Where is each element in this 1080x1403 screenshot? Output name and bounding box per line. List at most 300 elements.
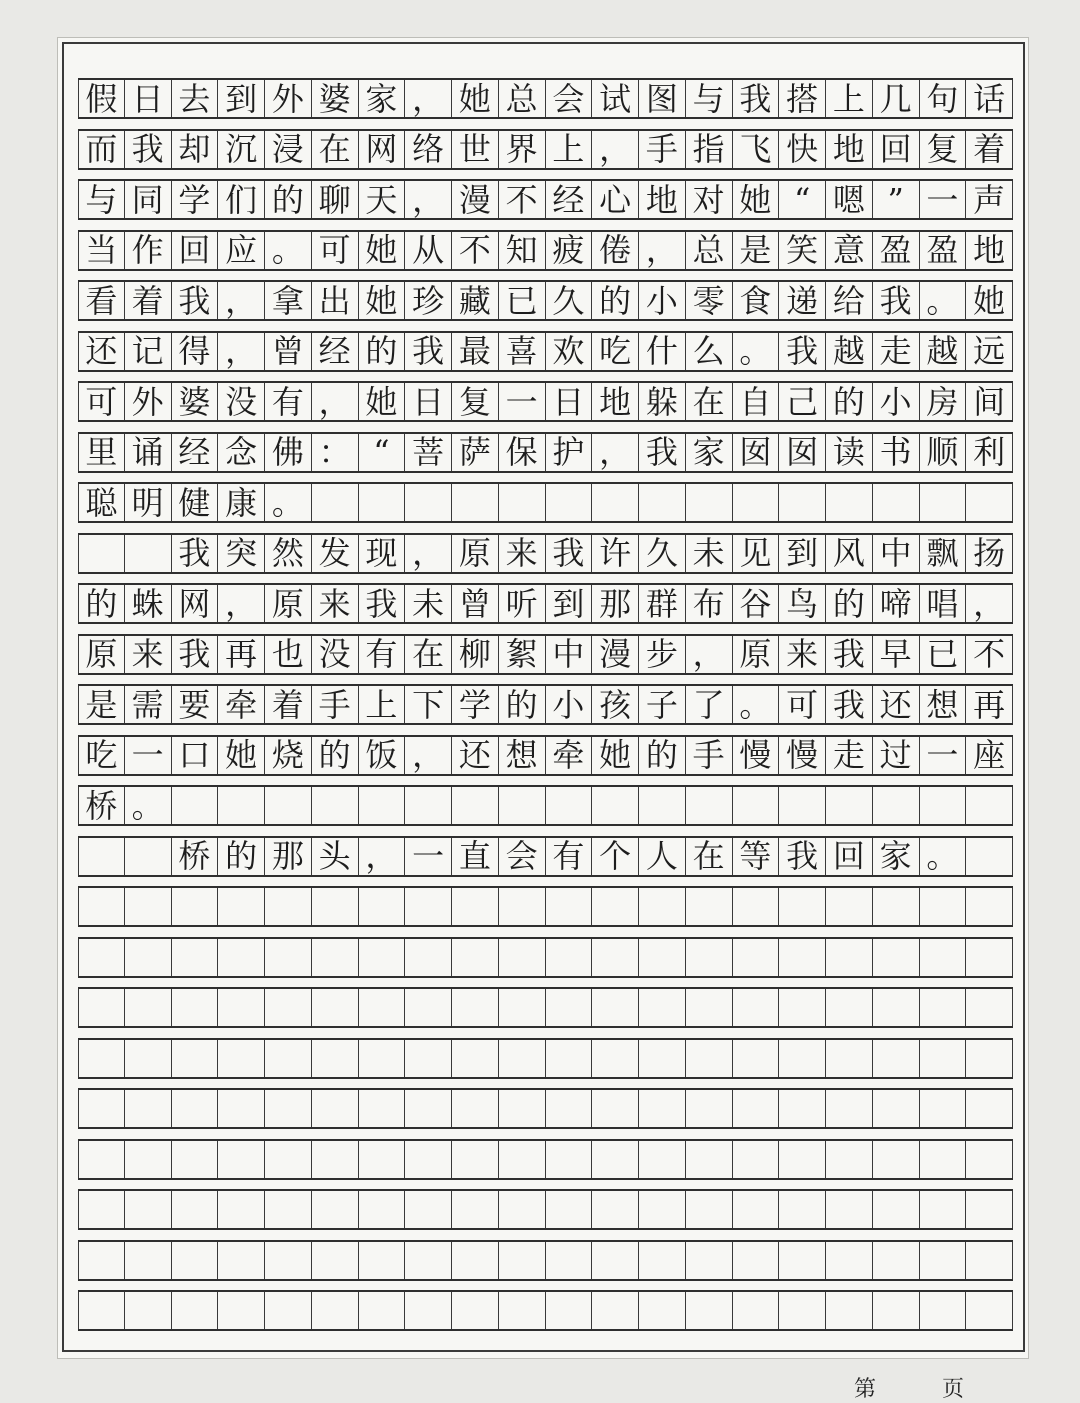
grid-cell (873, 1191, 920, 1228)
grid-cell: 现 (359, 535, 406, 572)
grid-cell (265, 888, 312, 925)
grid-cell: 顺 (920, 434, 967, 471)
grid-cell: 的 (499, 686, 546, 723)
grid-cell: ， (639, 232, 686, 269)
grid-cell (592, 1242, 639, 1279)
grid-cell: 走 (873, 333, 920, 370)
grid-cell: 柳 (452, 636, 499, 673)
grid-cell: 在 (686, 838, 733, 875)
grid-cell: 我 (779, 838, 826, 875)
grid-cell (125, 939, 172, 976)
grid-cell: 那 (265, 838, 312, 875)
grid-cell: 聊 (312, 181, 359, 218)
grid-cell (733, 484, 780, 521)
grid-cell: 可 (779, 686, 826, 723)
grid-cell (733, 1191, 780, 1228)
grid-cell: 等 (733, 838, 780, 875)
grid-cell (920, 1292, 967, 1329)
grid-cell: 还 (873, 686, 920, 723)
grid-cell: ， (405, 181, 452, 218)
grid-cell: 到 (779, 535, 826, 572)
grid-cell (966, 1090, 1013, 1127)
grid-cell: 饭 (359, 737, 406, 774)
grid-cell: 想 (499, 737, 546, 774)
grid-cell: 去 (172, 80, 219, 117)
grid-cell (499, 484, 546, 521)
grid-cell (826, 989, 873, 1026)
grid-row (78, 129, 1013, 170)
grid-cell (779, 989, 826, 1026)
grid-cell: ， (218, 282, 265, 319)
grid-cell (779, 1242, 826, 1279)
grid-cell (639, 1090, 686, 1127)
grid-cell: 头 (312, 838, 359, 875)
grid-cell: 上 (826, 80, 873, 117)
grid-cell: 应 (218, 232, 265, 269)
grid-cell (499, 989, 546, 1026)
grid-cell: 己 (779, 383, 826, 420)
grid-cell (452, 1040, 499, 1077)
grid-cell: 漫 (592, 636, 639, 673)
grid-cell (546, 1292, 593, 1329)
grid-cell: 久 (546, 282, 593, 319)
grid-cell: 盈 (920, 232, 967, 269)
grid-cell: 念 (218, 434, 265, 471)
grid-cell: 嗯 (826, 181, 873, 218)
grid-cell: 天 (359, 181, 406, 218)
grid-cell (779, 484, 826, 521)
grid-cell (359, 787, 406, 824)
grid-cell (265, 1141, 312, 1178)
grid-cell (873, 989, 920, 1026)
grid-cell: 是 (733, 232, 780, 269)
grid-cell: 步 (639, 636, 686, 673)
grid-cell (733, 1141, 780, 1178)
grid-cell: 我 (546, 535, 593, 572)
grid-cell (312, 484, 359, 521)
grid-cell: 菩 (405, 434, 452, 471)
grid-cell: 有 (546, 838, 593, 875)
grid-cell: 经 (312, 333, 359, 370)
grid-cell (78, 1141, 125, 1178)
grid-cell: 地 (639, 181, 686, 218)
grid-cell (592, 939, 639, 976)
grid-cell: 原 (265, 585, 312, 622)
grid-cell: 我 (639, 434, 686, 471)
grid-cell: 飞 (733, 131, 780, 168)
grid-cell: 走 (826, 737, 873, 774)
grid-cell (592, 989, 639, 1026)
grid-cell: ， (312, 383, 359, 420)
grid-cell (172, 1191, 219, 1228)
grid-cell (218, 939, 265, 976)
grid-cell: 书 (873, 434, 920, 471)
grid-cell: 复 (920, 131, 967, 168)
grid-cell: 她 (966, 282, 1013, 319)
grid-cell: 桥 (78, 787, 125, 824)
grid-cell (452, 1191, 499, 1228)
grid-cell: 珍 (405, 282, 452, 319)
grid-cell: ， (405, 737, 452, 774)
grid-cell: ， (686, 636, 733, 673)
grid-cell: 地 (966, 232, 1013, 269)
writing-grid (78, 78, 1013, 1338)
grid-cell (686, 1292, 733, 1329)
grid-cell (452, 1141, 499, 1178)
grid-cell (966, 989, 1013, 1026)
grid-cell (592, 1141, 639, 1178)
grid-cell: 手 (639, 131, 686, 168)
grid-cell: 漫 (452, 181, 499, 218)
grid-cell: 。 (733, 686, 780, 723)
grid-cell (218, 1191, 265, 1228)
grid-cell: 聪 (78, 484, 125, 521)
grid-cell: 她 (592, 737, 639, 774)
grid-cell (172, 939, 219, 976)
grid-cell: 络 (405, 131, 452, 168)
grid-cell: 着 (125, 282, 172, 319)
grid-cell (172, 1040, 219, 1077)
grid-cell (733, 1242, 780, 1279)
grid-cell (359, 1242, 406, 1279)
grid-cell (966, 1242, 1013, 1279)
grid-cell: 食 (733, 282, 780, 319)
grid-cell: 我 (172, 636, 219, 673)
grid-cell (966, 888, 1013, 925)
grid-cell (639, 989, 686, 1026)
grid-cell (78, 888, 125, 925)
grid-cell: 试 (592, 80, 639, 117)
grid-cell (405, 787, 452, 824)
grid-row (78, 432, 1013, 473)
grid-cell: 经 (546, 181, 593, 218)
grid-cell (920, 939, 967, 976)
grid-cell: 与 (686, 80, 733, 117)
grid-cell: 的 (359, 333, 406, 370)
grid-cell (592, 1191, 639, 1228)
grid-cell (873, 484, 920, 521)
grid-cell: 我 (873, 282, 920, 319)
grid-cell (686, 787, 733, 824)
grid-cell: 的 (826, 585, 873, 622)
grid-cell (966, 838, 1013, 875)
grid-row (78, 179, 1013, 220)
grid-cell: “ (779, 181, 826, 218)
grid-cell (779, 939, 826, 976)
grid-cell (405, 989, 452, 1026)
grid-cell (312, 787, 359, 824)
grid-cell: 。 (125, 787, 172, 824)
grid-cell (452, 1090, 499, 1127)
grid-cell (686, 1242, 733, 1279)
grid-cell: 那 (592, 585, 639, 622)
grid-cell (546, 1141, 593, 1178)
grid-cell: 读 (826, 434, 873, 471)
grid-cell: 到 (218, 80, 265, 117)
grid-cell: 网 (359, 131, 406, 168)
grid-cell: 看 (78, 282, 125, 319)
grid-cell (966, 484, 1013, 521)
grid-cell (312, 1090, 359, 1127)
grid-cell: 保 (499, 434, 546, 471)
grid-cell: 听 (499, 585, 546, 622)
grid-cell: 话 (966, 80, 1013, 117)
grid-cell (405, 1090, 452, 1127)
grid-cell (125, 989, 172, 1026)
grid-cell (265, 989, 312, 1026)
grid-cell (546, 1090, 593, 1127)
grid-row (78, 987, 1013, 1028)
grid-cell: ， (218, 585, 265, 622)
grid-cell (452, 888, 499, 925)
grid-cell: 声 (966, 181, 1013, 218)
grid-cell: 她 (359, 232, 406, 269)
grid-cell: 诵 (125, 434, 172, 471)
grid-cell: 康 (218, 484, 265, 521)
grid-cell: ， (966, 585, 1013, 622)
grid-cell (125, 1141, 172, 1178)
grid-cell (499, 939, 546, 976)
grid-cell (265, 1292, 312, 1329)
grid-cell (920, 1040, 967, 1077)
grid-cell: 越 (920, 333, 967, 370)
grid-cell (920, 1242, 967, 1279)
grid-cell: 么 (686, 333, 733, 370)
grid-cell: 着 (265, 686, 312, 723)
grid-cell (499, 1040, 546, 1077)
grid-cell: 搭 (779, 80, 826, 117)
grid-cell (452, 939, 499, 976)
grid-cell (499, 1292, 546, 1329)
grid-cell: 日 (125, 80, 172, 117)
grid-cell (873, 1292, 920, 1329)
grid-cell (826, 1090, 873, 1127)
grid-cell (359, 989, 406, 1026)
grid-cell: ， (359, 838, 406, 875)
grid-cell: 佛 (265, 434, 312, 471)
grid-cell: 疲 (546, 232, 593, 269)
grid-cell (78, 989, 125, 1026)
grid-cell: 一 (125, 737, 172, 774)
grid-cell (218, 1040, 265, 1077)
grid-cell (405, 939, 452, 976)
grid-cell (78, 1040, 125, 1077)
grid-cell: ， (405, 535, 452, 572)
grid-cell (78, 1090, 125, 1127)
grid-row (78, 785, 1013, 826)
grid-cell: 曾 (265, 333, 312, 370)
grid-cell: 需 (125, 686, 172, 723)
grid-cell: 婆 (312, 80, 359, 117)
grid-cell (125, 1090, 172, 1127)
grid-cell (592, 1040, 639, 1077)
grid-cell: 零 (686, 282, 733, 319)
grid-cell (359, 1090, 406, 1127)
grid-cell: 学 (452, 686, 499, 723)
grid-cell: 的 (218, 838, 265, 875)
grid-cell: 发 (312, 535, 359, 572)
grid-cell: 知 (499, 232, 546, 269)
grid-cell: 指 (686, 131, 733, 168)
grid-cell (452, 1242, 499, 1279)
grid-cell (686, 888, 733, 925)
grid-cell (312, 989, 359, 1026)
grid-cell: 小 (639, 282, 686, 319)
grid-cell (405, 1040, 452, 1077)
grid-cell (312, 1191, 359, 1228)
grid-cell: 记 (125, 333, 172, 370)
grid-cell: 她 (218, 737, 265, 774)
grid-cell: 中 (873, 535, 920, 572)
grid-cell: 我 (172, 282, 219, 319)
grid-cell (359, 1191, 406, 1228)
grid-cell: 我 (826, 686, 873, 723)
grid-cell: 假 (78, 80, 125, 117)
grid-cell: ， (592, 131, 639, 168)
grid-cell: 会 (499, 838, 546, 875)
grid-cell: 来 (125, 636, 172, 673)
grid-cell: 几 (873, 80, 920, 117)
grid-row (78, 1038, 1013, 1079)
grid-cell (873, 939, 920, 976)
grid-cell: 的 (312, 737, 359, 774)
grid-cell (359, 1040, 406, 1077)
grid-cell: 房 (920, 383, 967, 420)
grid-cell (499, 787, 546, 824)
grid-cell: 。 (920, 282, 967, 319)
grid-cell (639, 1242, 686, 1279)
grid-cell (873, 1090, 920, 1127)
grid-cell: 鸟 (779, 585, 826, 622)
grid-cell: 许 (592, 535, 639, 572)
grid-cell: 我 (172, 535, 219, 572)
grid-cell: 啼 (873, 585, 920, 622)
grid-cell (639, 787, 686, 824)
grid-cell: 。 (733, 333, 780, 370)
grid-cell: 个 (592, 838, 639, 875)
grid-row (78, 78, 1013, 119)
grid-cell: 慢 (779, 737, 826, 774)
grid-cell (78, 939, 125, 976)
grid-cell: 健 (172, 484, 219, 521)
grid-cell (125, 888, 172, 925)
grid-cell: “ (359, 434, 406, 471)
grid-cell (218, 1141, 265, 1178)
grid-cell: 们 (218, 181, 265, 218)
grid-cell: 界 (499, 131, 546, 168)
grid-cell: 人 (639, 838, 686, 875)
grid-cell: 。 (265, 484, 312, 521)
grid-cell: 没 (218, 383, 265, 420)
grid-cell: 飘 (920, 535, 967, 572)
grid-cell: 有 (359, 636, 406, 673)
grid-cell: 学 (172, 181, 219, 218)
grid-cell: 在 (686, 383, 733, 420)
grid-cell (452, 1292, 499, 1329)
grid-cell (826, 1040, 873, 1077)
grid-cell (920, 1191, 967, 1228)
grid-cell: ， (405, 80, 452, 117)
grid-cell: 我 (359, 585, 406, 622)
grid-cell (779, 888, 826, 925)
grid-cell: ： (312, 434, 359, 471)
grid-cell: 外 (265, 80, 312, 117)
grid-cell (546, 787, 593, 824)
grid-row (78, 634, 1013, 675)
grid-cell: 也 (265, 636, 312, 673)
grid-cell (312, 1040, 359, 1077)
grid-cell: 藏 (452, 282, 499, 319)
grid-cell (546, 1040, 593, 1077)
grid-cell (172, 888, 219, 925)
grid-cell (265, 1040, 312, 1077)
grid-cell (826, 1242, 873, 1279)
grid-cell: 萨 (452, 434, 499, 471)
grid-cell: 总 (499, 80, 546, 117)
grid-cell: 要 (172, 686, 219, 723)
grid-cell (405, 1141, 452, 1178)
grid-cell: 回 (826, 838, 873, 875)
grid-cell (125, 1040, 172, 1077)
grid-row (78, 533, 1013, 574)
grid-cell (78, 838, 125, 875)
grid-cell (359, 1292, 406, 1329)
grid-cell (218, 1242, 265, 1279)
grid-cell: 明 (125, 484, 172, 521)
grid-cell (966, 1191, 1013, 1228)
grid-row (78, 1290, 1013, 1331)
grid-cell: 拿 (265, 282, 312, 319)
grid-cell (359, 1141, 406, 1178)
grid-cell: 得 (172, 333, 219, 370)
grid-cell: 不 (499, 181, 546, 218)
grid-cell: 欢 (546, 333, 593, 370)
grid-cell: 的 (78, 585, 125, 622)
grid-cell: 牵 (218, 686, 265, 723)
grid-cell: 扬 (966, 535, 1013, 572)
grid-cell (452, 989, 499, 1026)
grid-cell: 作 (125, 232, 172, 269)
grid-cell: 群 (639, 585, 686, 622)
grid-cell: 着 (966, 131, 1013, 168)
grid-cell (826, 1141, 873, 1178)
grid-cell: 小 (546, 686, 593, 723)
grid-cell: 是 (78, 686, 125, 723)
grid-cell: 见 (733, 535, 780, 572)
grid-cell (639, 1292, 686, 1329)
grid-cell: 原 (733, 636, 780, 673)
grid-cell: 日 (405, 383, 452, 420)
grid-cell: 谷 (733, 585, 780, 622)
grid-cell (312, 888, 359, 925)
grid-cell: 的 (265, 181, 312, 218)
grid-cell (639, 1040, 686, 1077)
grid-cell: 地 (826, 131, 873, 168)
grid-cell (826, 484, 873, 521)
grid-cell (873, 1242, 920, 1279)
grid-cell (733, 787, 780, 824)
grid-cell: 没 (312, 636, 359, 673)
grid-cell (265, 1191, 312, 1228)
grid-cell (779, 1191, 826, 1228)
grid-cell: 回 (873, 131, 920, 168)
grid-cell: 上 (546, 131, 593, 168)
grid-cell: 图 (639, 80, 686, 117)
grid-cell: 慢 (733, 737, 780, 774)
grid-cell (873, 1141, 920, 1178)
grid-cell: 一 (920, 181, 967, 218)
grid-cell: 我 (779, 333, 826, 370)
